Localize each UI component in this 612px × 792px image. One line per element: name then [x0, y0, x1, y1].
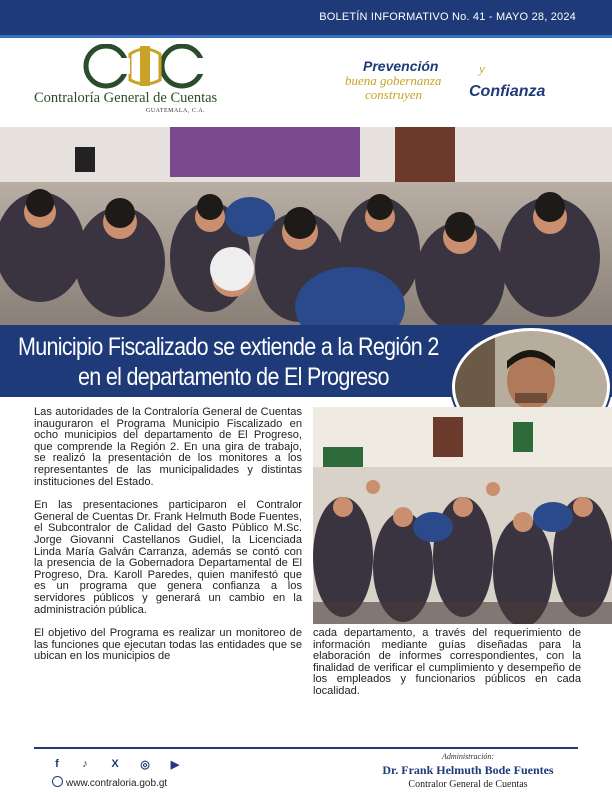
slogan-prevencion: Prevención [363, 58, 439, 74]
article-paragraph-4: cada departamento, a través del requerimiento de información mediante guías diseñadas para la elaboración de informes correspondientes, con la finalidad de verificar el cumplimiento y desempeño de los empleados y funcionarios públicos en cada localidad. [313, 627, 581, 697]
event-audience-photo [0, 127, 612, 327]
headline-line2: en el departamento de El Progreso [78, 363, 389, 391]
website-link[interactable] [52, 776, 167, 789]
admin-name: Dr. Frank Helmuth Bode Fuentes [382, 763, 554, 777]
tiktok-icon[interactable]: ♪ [82, 758, 88, 770]
globe-icon [52, 776, 63, 787]
website-url[interactable]: www.contraloria.gob.gt [66, 778, 168, 789]
bulletin-title: BOLETÍN INFORMATIVO No. 41 - MAYO 28, 2024 [319, 11, 576, 23]
logo-emblem-icon [70, 44, 220, 90]
cgc-logo [34, 44, 244, 124]
article-column-right [313, 628, 581, 710]
article-paragraph-1: Las autoridades de la Contraloría General de Cuentas inauguraron el Programa Municipio Fiscalizado en ocho municipios del departamento de El Progreso, que comprende la Región 2. En una gira de trabajo, se realizó la presentación de los monitores a los representantes de las municipalidades y distintas instituciones del Estado. [34, 406, 302, 488]
slogan-y: y [479, 61, 485, 76]
youtube-icon[interactable]: ▶ [170, 759, 180, 771]
administration-block [358, 752, 578, 790]
header-bar [0, 0, 612, 38]
article-paragraph-3: El objetivo del Programa es realizar un monitoreo de las funciones que ejecutan todas las entidades que se ubican en los municipios de [34, 627, 302, 663]
slogan-buena-gobernanza: buena gobernanza [345, 73, 442, 88]
slogan [345, 58, 585, 108]
article-paragraph-2: En las presentaciones participaron el Contralor General de Cuentas Dr. Frank Helmuth Bode Fuentes, el Subcontralor de Calidad del Gasto Público M.Sc. Jorge Giovanni Castellanos Gudiel, la Licenciada Linda María Galván Carranza, además se contó con la presencia de la Gobernadora Departamental de El Progreso, Dra. Karoll Paredes, quien manifestó que es un programa que genera confianza a los servidores públicos y generará un cambio en la administración pública. [34, 499, 302, 616]
event-room-photo [313, 407, 612, 624]
instagram-icon[interactable]: ◎ [140, 759, 150, 771]
article-column-left [34, 407, 302, 675]
slogan-confianza: Confianza [469, 83, 546, 100]
facebook-icon[interactable]: f [55, 758, 59, 770]
slogan-construyen: construyen [365, 87, 423, 102]
headline-line1: Municipio Fiscalizado se extiende a la Región 2 [18, 333, 439, 361]
footer-divider [34, 747, 578, 749]
header-stripe [0, 35, 612, 38]
admin-role: Contralor General de Cuentas [408, 779, 528, 790]
logo-city: GUATEMALA, C.A. [146, 108, 206, 114]
admin-label: Administración: [442, 752, 494, 761]
logo-mark [70, 44, 220, 90]
x-icon[interactable]: X [111, 758, 119, 770]
logo-name: Contraloría General de Cuentas [34, 90, 218, 106]
